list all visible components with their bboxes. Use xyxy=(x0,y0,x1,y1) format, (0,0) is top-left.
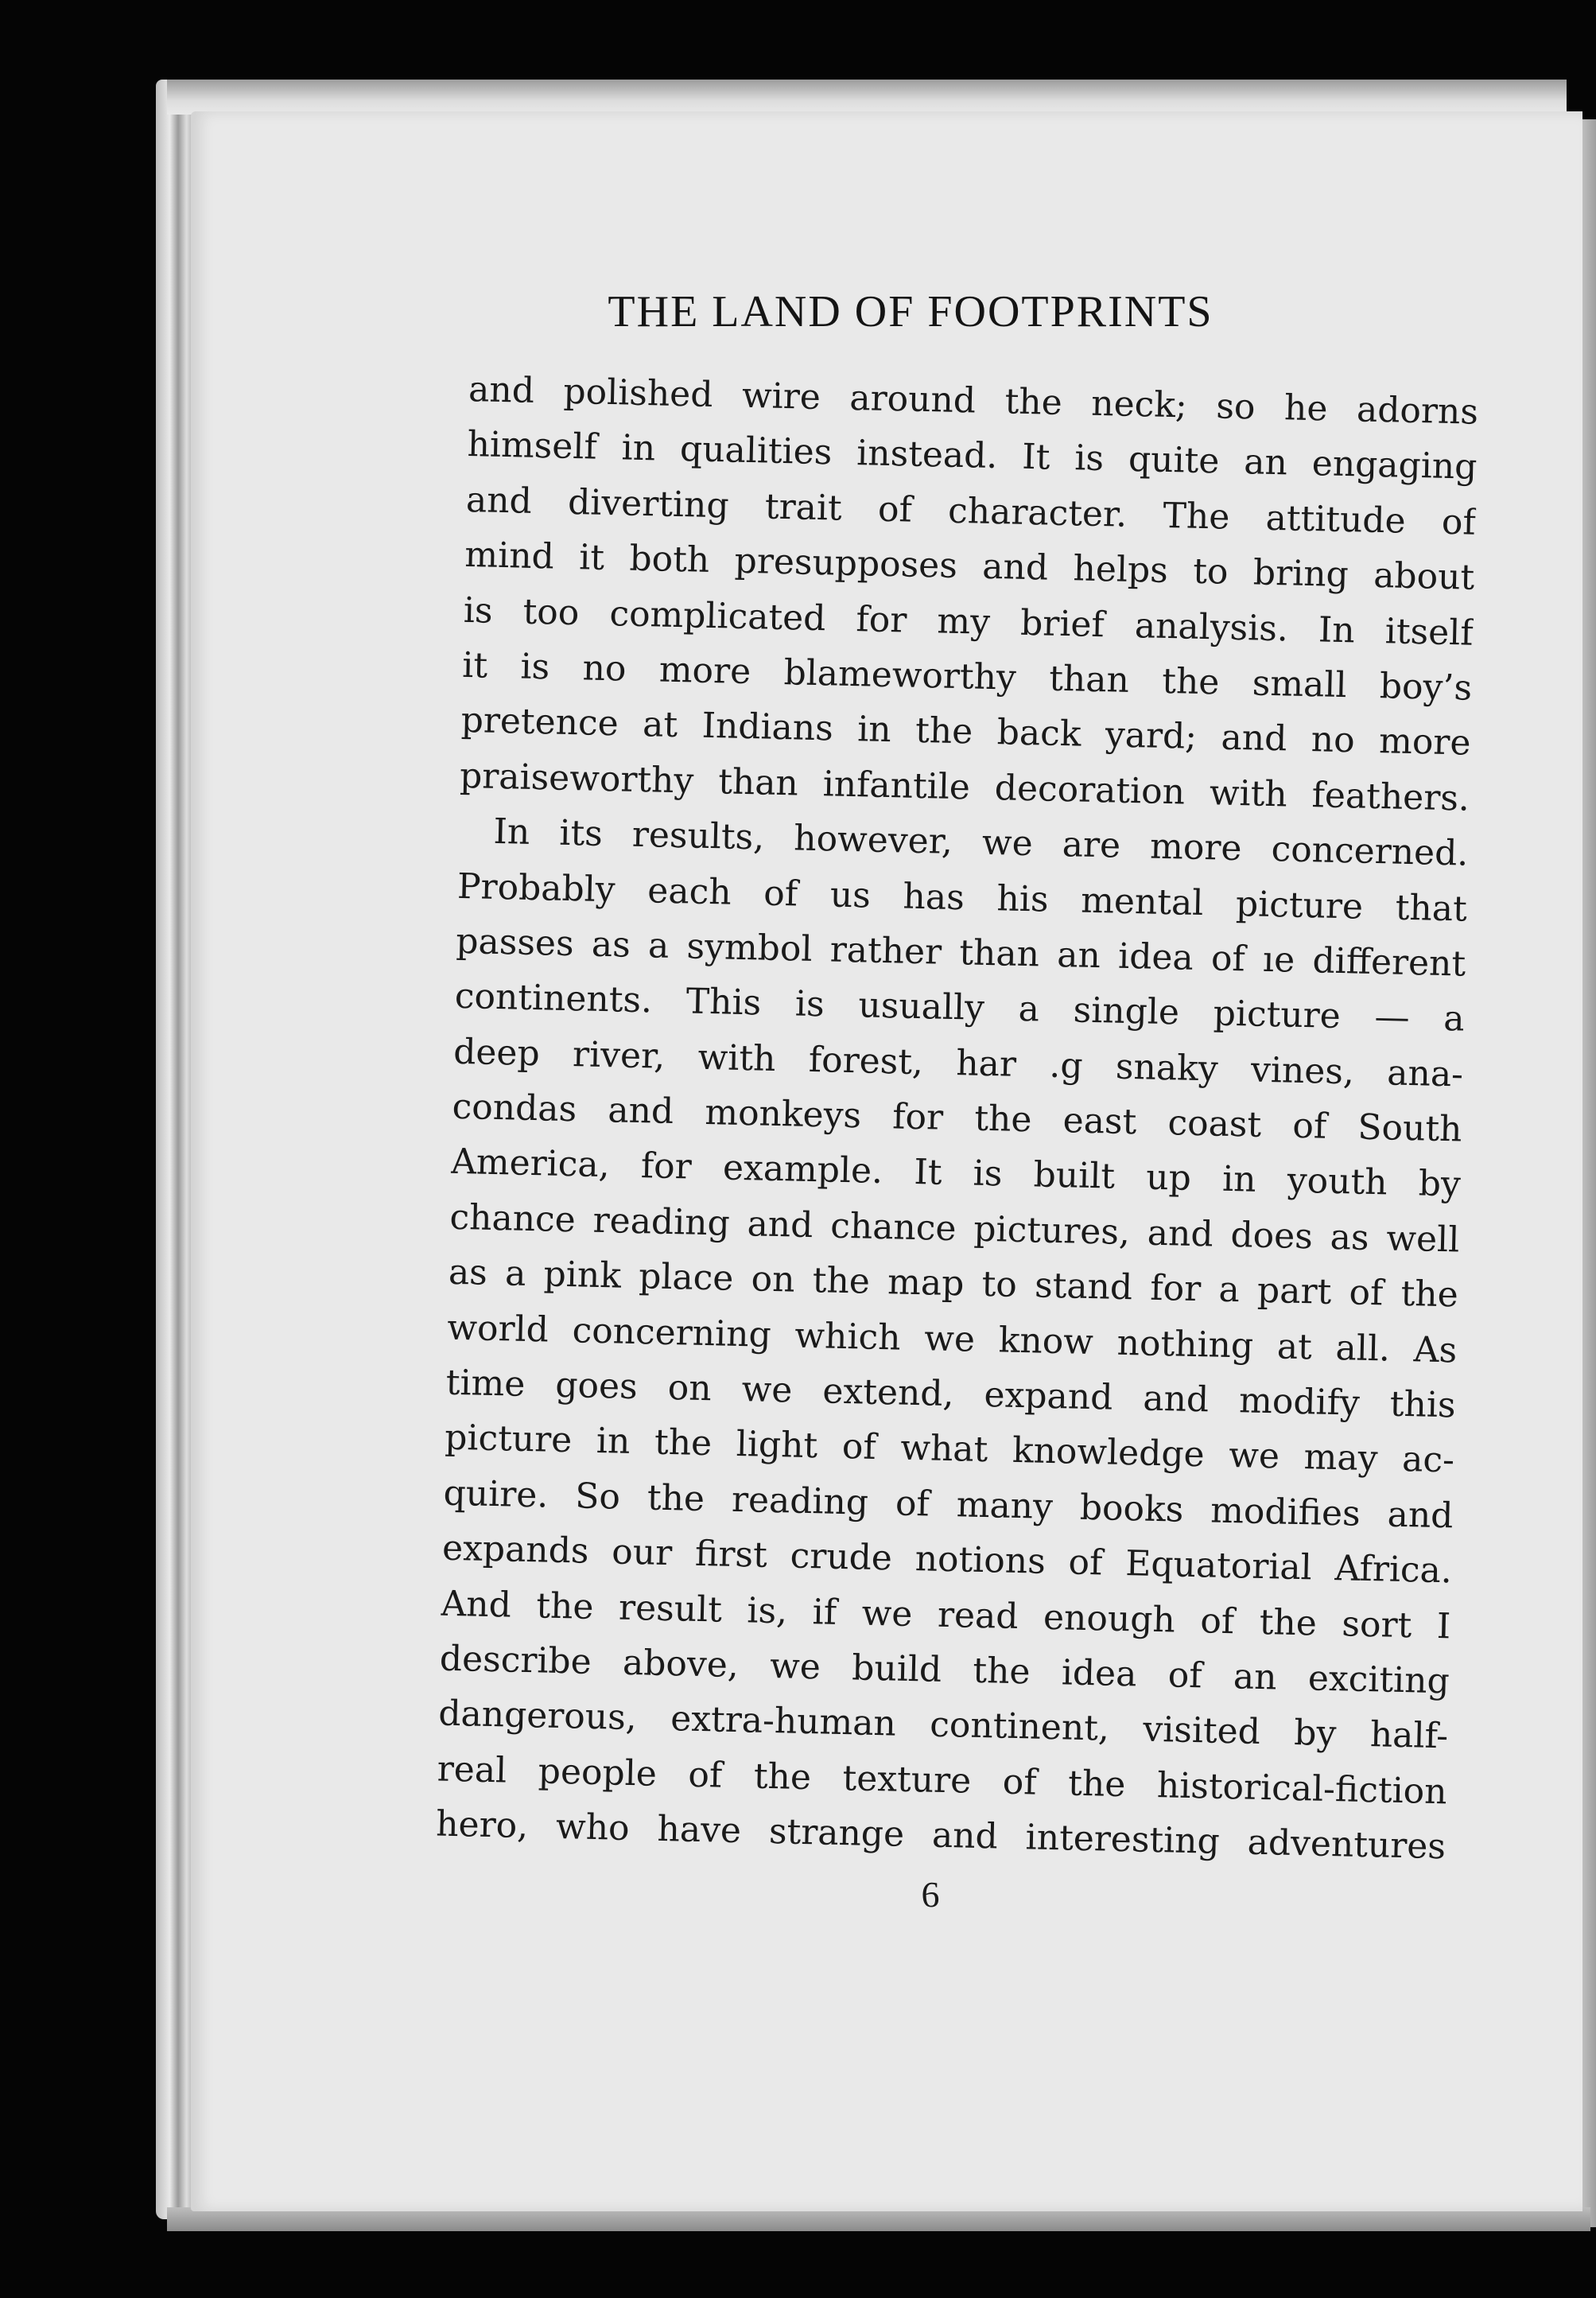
text-line: mind it both presupposes and helps to bring about xyxy=(464,535,1475,598)
text-line: world concerning which we know nothing at all. As xyxy=(446,1307,1458,1371)
text-line: and polished wire around the neck; so he adorns xyxy=(468,368,1479,433)
text-line: quire. So the reading of many books modifies and xyxy=(443,1472,1454,1537)
text-line: pretence at Indians in the back yard; and no more xyxy=(460,700,1472,764)
text-line: chance reading and chance pictures, and does as well xyxy=(449,1196,1460,1261)
body-text xyxy=(435,362,1478,1875)
text-line: real people of the texture of the historical-fiction xyxy=(437,1748,1448,1813)
text-line: continents. This is usually a single picture — a xyxy=(454,976,1466,1040)
text-line: describe above, we build the idea of an exciting xyxy=(439,1638,1450,1702)
text-line: Probably each of us has his mental picture that xyxy=(456,865,1468,930)
text-line: deep river, with forest, har .g snaky vines, ana- xyxy=(452,1031,1464,1095)
text-line: praiseworthy than infantile decoration with feathers. xyxy=(459,755,1470,819)
text-line: it is no more blameworthy than the small boy’s xyxy=(461,644,1473,709)
text-line: picture in the light of what knowledge we may ac- xyxy=(444,1417,1455,1481)
page-top-edge xyxy=(167,80,1567,115)
text-line: And the result is, if we read enough of the sort I xyxy=(441,1583,1451,1647)
text-line: and diverting trait of character. The attitude of xyxy=(465,479,1477,543)
text-line: is too complicated for my brief analysis. In itself xyxy=(463,589,1474,654)
text-line: America, for example. It is built up in youth by xyxy=(450,1141,1462,1206)
text-line: expands our first crude notions of Equatorial Africa. xyxy=(441,1527,1453,1592)
text-line: passes as a symbol rather than an idea of ıe different xyxy=(455,920,1466,985)
text-line: time goes on we extend, expand and modify this xyxy=(445,1362,1457,1426)
text-line: hero, who have strange and interesting adventures xyxy=(435,1803,1446,1868)
text-line: as a pink place on the map to stand for a part of the xyxy=(448,1251,1459,1316)
text-line: condas and monkeys for the east coast of South xyxy=(452,1086,1463,1150)
text-line: himself in qualities instead. It is quite an engaging xyxy=(467,424,1478,488)
running-head: THE LAND OF FOOTPRINTS xyxy=(608,287,1214,336)
page-number: 6 xyxy=(921,1874,940,1915)
text-line: dangerous, extra-human continent, visited by half- xyxy=(437,1693,1449,1757)
text-line: In its results, however, we are more concerned. xyxy=(493,811,1469,874)
